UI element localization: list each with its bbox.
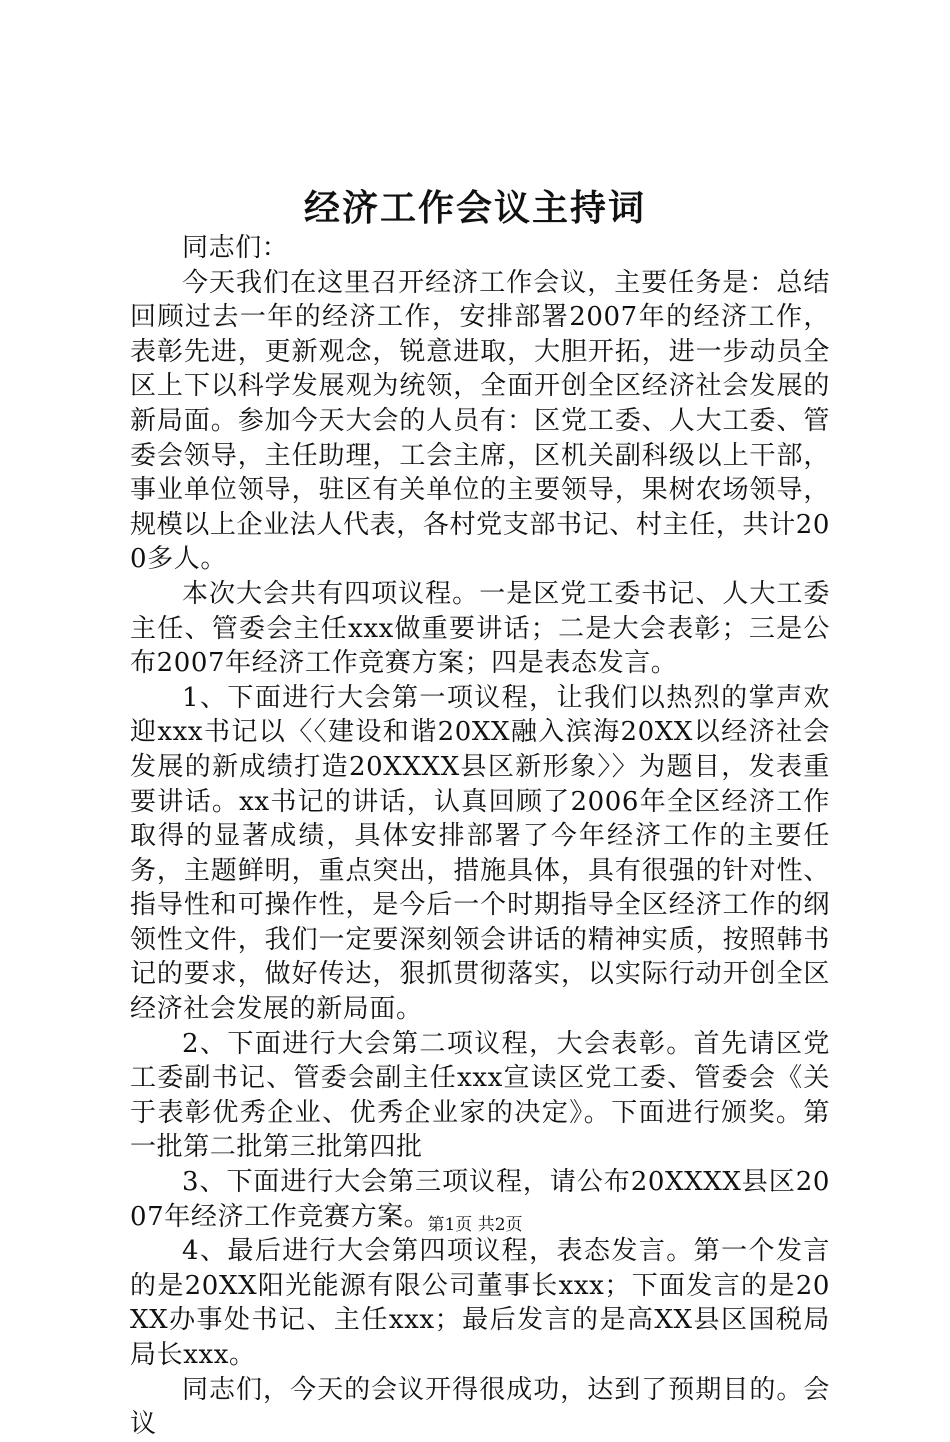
document-body bbox=[130, 231, 830, 1442]
paragraph-item-3: 3、下面进行大会第三项议程，请公布20XXXX县区2007年经济工作竞赛方案。 bbox=[130, 1167, 830, 1232]
paragraph-salutation: 同志们： bbox=[182, 233, 289, 263]
paragraph-item-1: 1、下面进行大会第一项议程，让我们以热烈的掌声欢迎xxx书记以〈〈建设和谐20XX融入滨海20XX以经济社会发展的新成绩打造20XXXX县区新形象〉〉为题目，发表重要讲话。xx书记的讲话，认真回顾了2006年全区经济工作取得的显著成绩，具体安排部署了今年经济工作的主要任务，主题鲜明，重点突出，措施具体，具有很强的针对性、指导性和可操作性，是今后一个时期指导全区经济工作的纲领性文件，我们一定要深刻领会讲话的精神实质，按照韩书记的要求，做好传达，狠抓贯彻落实，以实际行动开创全区经济社会发展的新局面。 bbox=[130, 682, 830, 1025]
paragraph-item-4: 4、最后进行大会第四项议程，表态发言。第一个发言的是20XX阳光能源有限公司董事长xxx；下面发言的是20XX办事处书记、主任xxx；最后发言的是高XX县区国税局局长xxx。 bbox=[130, 1236, 830, 1370]
paragraph-opening: 今天我们在这里召开经济工作会议，主要任务是：总结回顾过去一年的经济工作，安排部署2007年的经济工作，表彰先进，更新观念，锐意进取，大胆开拓，进一步动员全区上下以科学发展观为统领，全面开创全区经济社会发展的新局面。参加今天大会的人员有：区党工委、人大工委、管委会领导，主任助理，工会主席，区机关副科级以上干部，事业单位领导，驻区有关单位的主要领导，果树农场领导，规模以上企业法人代表，各村党支部书记、村主任，共计200多人。 bbox=[130, 267, 830, 575]
document-title: 经济工作会议主持词 bbox=[303, 187, 646, 229]
paragraph-item-2: 2、下面进行大会第二项议程，大会表彰。首先请区党工委副书记、管委会副主任xxx宣读区党工委、管委会《关于表彰优秀企业、优秀企业家的决定》。下面进行颁奖。第一批第二批第三批第四批 bbox=[130, 1028, 830, 1163]
paragraph-agenda: 本次大会共有四项议程。一是区党工委书记、人大工委主任、管委会主任xxx做重要讲话；二是大会表彰；三是公布2007年经济工作竞赛方案；四是表态发言。 bbox=[130, 578, 830, 679]
page-number-footer: 第1页 共2页 bbox=[427, 1215, 523, 1235]
paragraph-closing: 同志们，今天的会议开得很成功，达到了预期目的。会议 bbox=[130, 1374, 830, 1440]
